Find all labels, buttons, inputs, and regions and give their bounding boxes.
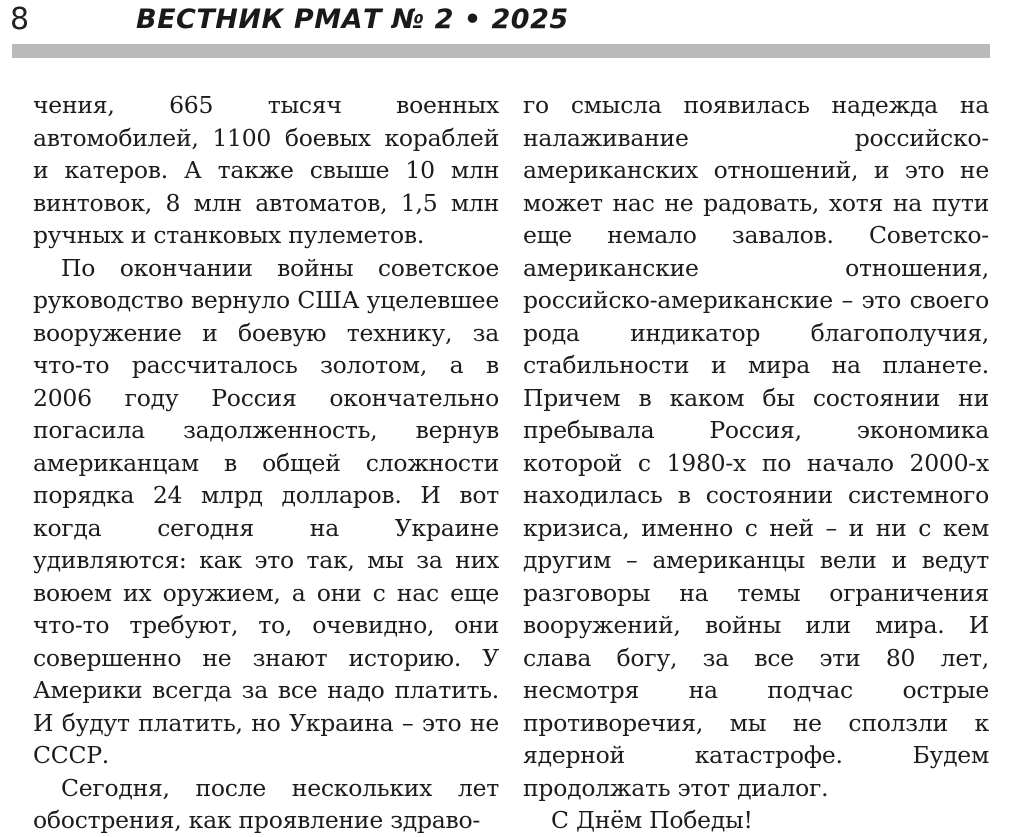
- closing-line: С Днём Победы!: [551, 806, 753, 834]
- page-number: 8: [10, 2, 30, 37]
- paragraph: го смысла появилась надежда на налаживание российско-американских отношений, и это не может нас не радовать, хотя на пути еще немало завалов. Советско-американские отношения, российско-американские – это своего рода индикатор благополучия, стабильности и мира на планете. Причем в каком бы состоянии ни пребывала Россия, экономика которой с 1980-х по начало 2000-х находилась в состоянии системного кризиса, именно с ней – и ни с кем другим – американцы вели и ведут разговоры на темы ограничения вооружений, войны или мира. И слава богу, за все эти 80 лет, несмотря на подчас острые противоречия, мы не сползли к ядерной катастрофе. Будем продолжать этот диалог.: [523, 91, 989, 802]
- paragraph: Сегодня, после нескольких лет обострения, как проявление здраво-: [33, 773, 499, 834]
- header-rule: [12, 44, 990, 58]
- journal-title: ВЕСТНИК РМАТ № 2 • 2025: [136, 4, 569, 35]
- paragraph: По окончании войны советское руководство вернуло США уцелевшее вооружение и боевую технику, за что-то рассчиталось золотом, а в 2006 году Россия окончательно погасила задолженность, вернув американцам в общей сложности порядка 24 млрд долларов. И вот когда сегодня на Украине удивляются: как это так, мы за них воюем их оружием, а они с нас еще что-то требуют, то, очевидно, они совершенно не знают историю. У Америки всегда за все надо платить. И будут платить, но Украина – это не СССР.: [33, 253, 499, 769]
- paragraph: чения, 665 тысяч военных автомобилей, 1100 боевых кораблей и катеров. А также свыше 10 млн винтовок, 8 млн автоматов, 1,5 млн ручных и станковых пулеметов.: [33, 91, 499, 249]
- text-column-right: [523, 89, 989, 837]
- text-column-left: [33, 89, 499, 837]
- page-header: [0, 0, 1024, 60]
